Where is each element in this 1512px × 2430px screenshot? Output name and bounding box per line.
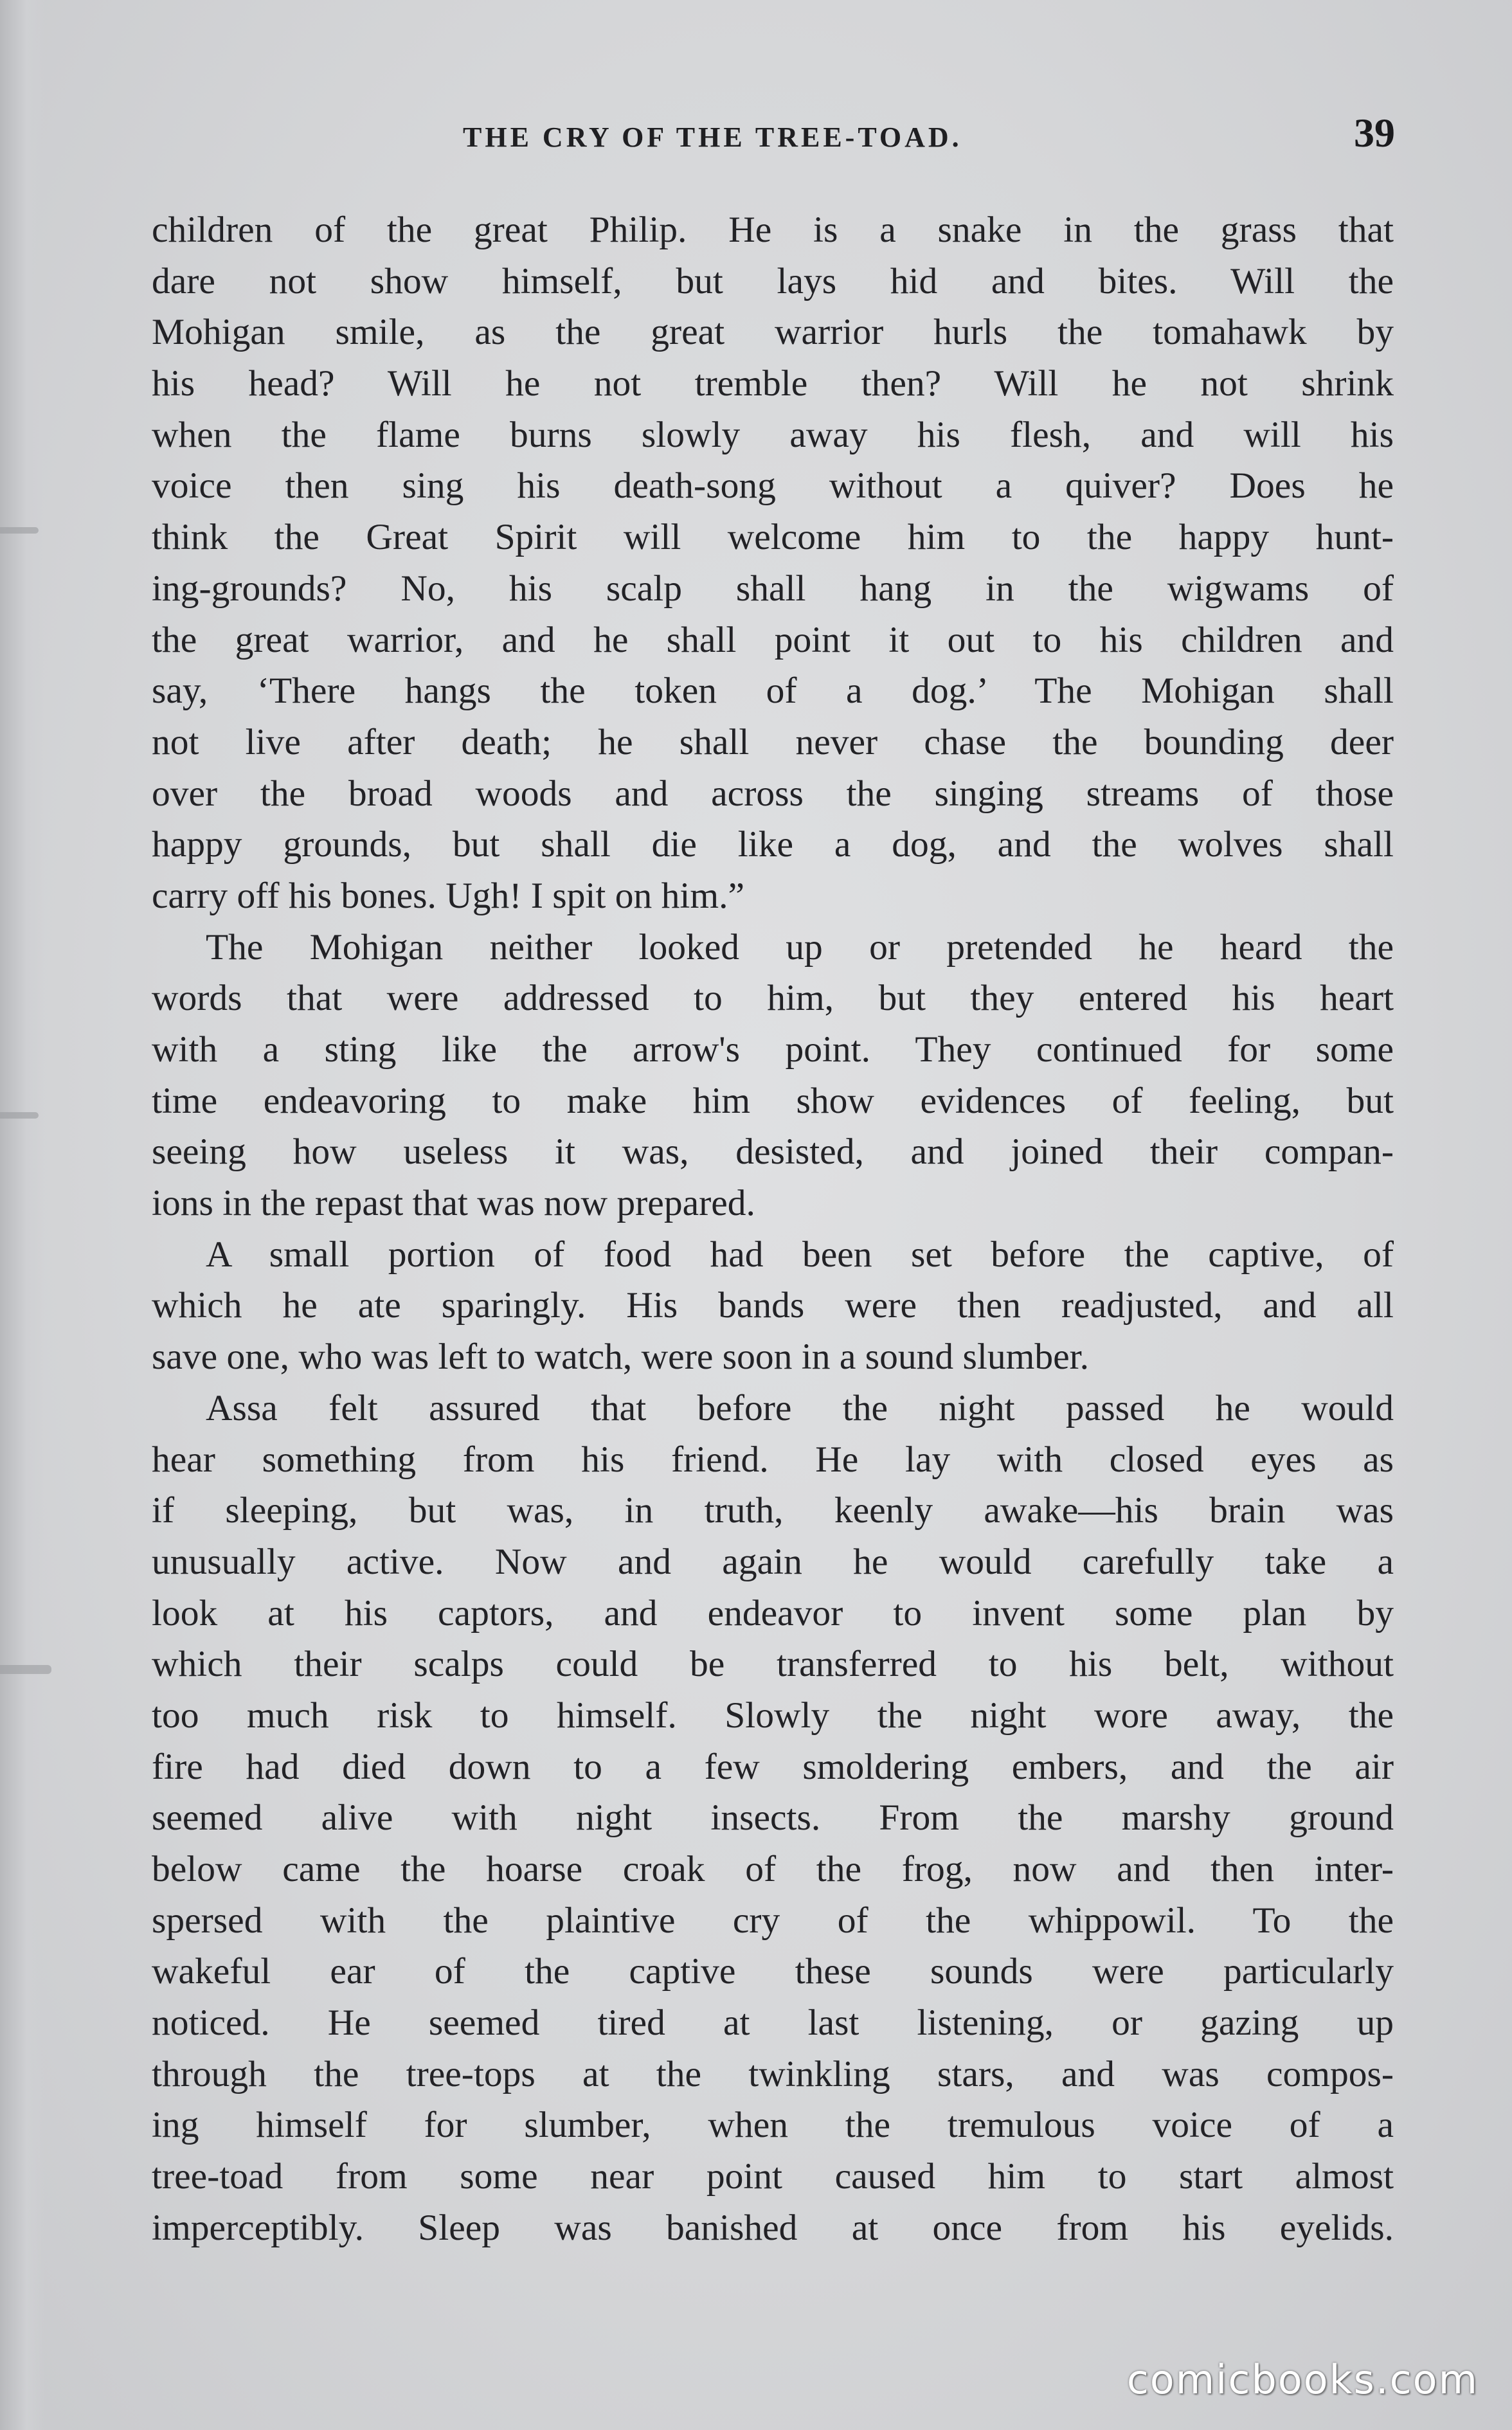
text-line: ing-grounds? No, his scalp shall hang in the wigwams of: [152, 568, 1394, 609]
text-line: which he ate sparingly. His bands were then readjusted, and all: [152, 1285, 1394, 1326]
text-line: noticed. He seemed tired at last listening, or gazing up: [152, 2003, 1394, 2044]
paragraph-first-line: Assa felt assured that before the night passed he would: [206, 1387, 1394, 1428]
text-line: over the broad woods and across the singing streams of those: [152, 773, 1394, 814]
text-line: spersed with the plaintive cry of the whippowil. To the: [152, 1900, 1394, 1941]
page-edge-tear: [0, 1112, 39, 1119]
text-line: not live after death; he shall never chase the bounding deer: [152, 721, 1394, 762]
text-line: happy grounds, but shall die like a dog, and the wolves shall: [152, 824, 1394, 865]
running-header: [154, 109, 1395, 167]
text-line: which their scalps could be transferred to his belt, without: [152, 1644, 1394, 1685]
text-line: dare not show himself, but lays hid and bites. Will the: [152, 260, 1394, 302]
text-line: below came the hoarse croak of the frog, now and then inter-: [152, 1849, 1394, 1889]
page-left-edge: [0, 0, 45, 2430]
text-line: say, ‘There hangs the token of a dog.’ The Mohigan shall: [152, 670, 1394, 712]
page-edge-tear: [0, 527, 39, 534]
running-title: THE CRY OF THE TREE-TOAD.: [463, 122, 962, 153]
paragraph-first-line: The Mohigan neither looked up or pretended he heard the: [206, 926, 1394, 968]
page-number: 39: [1354, 110, 1395, 156]
text-line: tree-toad from some near point caused him to start almost: [152, 2156, 1394, 2197]
text-line: too much risk to himself. Slowly the night wore away, the: [152, 1695, 1394, 1736]
watermark: comicbooks.com: [1126, 2356, 1479, 2403]
text-line: hear something from his friend. He lay with closed eyes as: [152, 1439, 1394, 1480]
text-line: words that were addressed to him, but they entered his heart: [152, 978, 1394, 1019]
text-line: through the tree-tops at the twinkling stars, and was compos-: [152, 2053, 1394, 2094]
paragraph-end-line: save one, who was left to watch, were soon in a sound slumber.: [152, 1336, 1089, 1378]
text-line: his head? Will he not tremble then? Will he not shrink: [152, 363, 1394, 404]
text-line: wakeful ear of the captive these sounds were particularly: [152, 1951, 1394, 1992]
text-line: think the Great Spirit will welcome him to the happy hunt-: [152, 517, 1394, 558]
text-line: seeing how useless it was, desisted, and joined their compan-: [152, 1131, 1394, 1173]
text-line: children of the great Philip. He is a snake in the grass that: [152, 210, 1394, 250]
text-line: if sleeping, but was, in truth, keenly awake—his brain was: [152, 1490, 1394, 1531]
page-edge-tear: [0, 1665, 51, 1674]
paragraph-end-line: carry off his bones. Ugh! I spit on him.”: [152, 875, 744, 916]
text-line: imperceptibly. Sleep was banished at once from his eyelids.: [152, 2207, 1394, 2248]
text-line: Mohigan smile, as the great warrior hurls the tomahawk by: [152, 312, 1394, 353]
paragraph-first-line: A small portion of food had been set before the captive, of: [206, 1234, 1394, 1275]
text-line: with a sting like the arrow's point. They continued for some: [152, 1029, 1394, 1070]
paragraph-end-line: ions in the repast that was now prepared.: [152, 1183, 755, 1224]
text-line: ing himself for slumber, when the tremulous voice of a: [152, 2105, 1394, 2146]
text-line: seemed alive with night insects. From the marshy ground: [152, 1797, 1394, 1839]
text-line: unusually active. Now and again he would carefully take a: [152, 1541, 1394, 1582]
text-line: voice then sing his death-song without a quiver? Does he: [152, 465, 1394, 507]
text-line: the great warrior, and he shall point it out to his children and: [152, 619, 1394, 660]
text-line: look at his captors, and endeavor to invent some plan by: [152, 1592, 1394, 1634]
text-line: when the flame burns slowly away his flesh, and will his: [152, 414, 1394, 455]
text-line: time endeavoring to make him show evidences of feeling, but: [152, 1080, 1394, 1121]
body-text: [152, 204, 1394, 2254]
text-line: fire had died down to a few smoldering embers, and the air: [152, 1746, 1394, 1787]
